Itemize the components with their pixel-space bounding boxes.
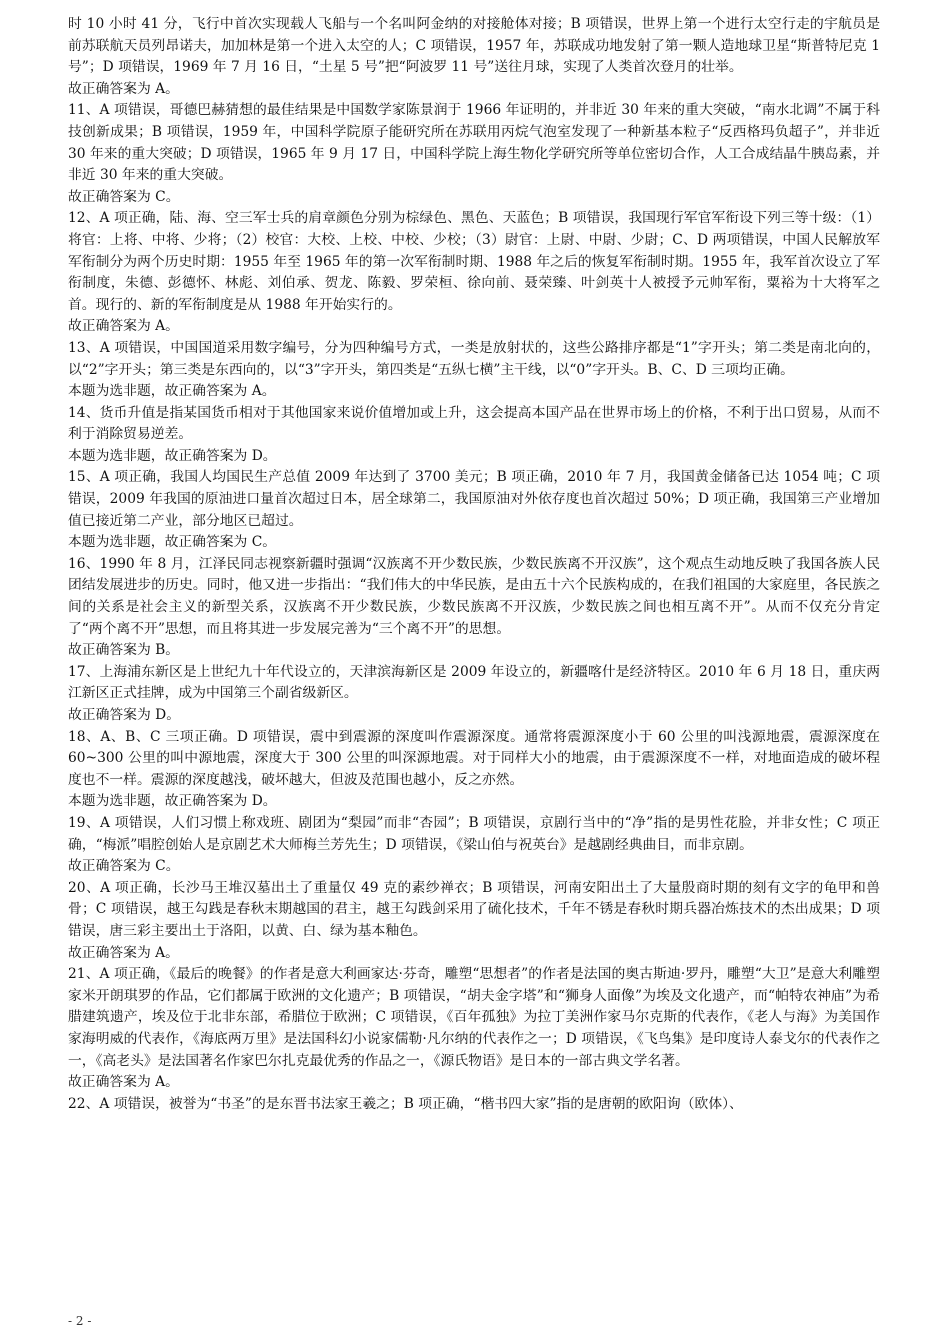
- answer-line-12: 故正确答案为 A。: [68, 318, 179, 335]
- paragraph-q17: 17、上海浦东新区是上世纪九十年代设立的，天津滨海新区是 2009 年设立的，新疆喀什是经济特区。2010 年 6 月 18 日，重庆两江新区正式挂牌，成为中国第三个副省级新区。: [68, 663, 880, 702]
- paragraph-q15: 15、A 项正确，我国人均国民生产总值 2009 年达到了 3700 美元；B 项正确，2010 年 7 月，我国黄金储备已达 1054 吨；C 项错误，2009 年我国的原油进口量首次超过日本，居全球第二，我国原油对外依存度也首次超过 50%；D 项正确，我国第三产业增加值已接近第二产业，部分地区已超过。: [68, 469, 880, 529]
- paragraph-q13: 13、A 项错误，中国国道采用数字编号，分为四种编号方式，一类是放射状的，这些公路排序都是“1”字开头；第二类是南北向的，以“2”字开头；第三类是东西向的，以“3”字开头，第四类是“五纵七横”主干线，以“0”字开头。B、C、D 三项均正确。: [68, 339, 880, 378]
- paragraph-q21: 21、A 项正确，《最后的晚餐》的作者是意大利画家达·芬奇，雕塑“思想者”的作者是法国的奥古斯迪·罗丹，雕塑“大卫”是意大利雕塑家米开朗琪罗的作品，它们都属于欧洲的文化遗产；B 项错误，“胡夫金字塔”和“狮身人面像”为埃及文化遗产，而“帕特农神庙”为希腊建筑遗产，埃及位于北非东部，希腊位于欧洲；C 项错误，《百年孤独》为拉丁美洲作家马尔克斯的代表作，《老人与海》为美国作家海明威的代表作，《海底两万里》是法国科幻小说家儒勒·凡尔纳的代表作之一；D 项错误，《飞鸟集》是印度诗人泰戈尔的代表作之一，《高老头》是法国著名作家巴尔扎克最优秀的作品之一，《源氏物语》是日本的一部古典文学名著。: [68, 966, 880, 1069]
- paragraph-q22: 22、A 项错误，被誉为“书圣”的是东晋书法家王羲之；B 项正确，“楷书四大家”指的是唐朝的欧阳询（欧体）、: [68, 1095, 743, 1112]
- answer-line-16: 故正确答案为 B。: [68, 642, 180, 659]
- paragraph-q18: 18、A、B、C 三项正确。D 项错误，震中到震源的深度叫作震源深度。通常将震源深度小于 60 公里的叫浅源地震，震源深度在 60~300 公里的叫中源地震，深度大于 300 公里的叫深源地震。对于同样大小的地震，由于震源深度不一样，对地面造成的破坏程度也不一样。震源的深度越浅，破坏越大，但波及范围也越小，反之亦然。: [68, 728, 880, 788]
- answer-line-17: 故正确答案为 D。: [68, 707, 181, 723]
- page-number: - 2 -: [68, 1314, 92, 1328]
- answer-line-18: 本题为选非题，故正确答案为 D。: [68, 793, 277, 810]
- answer-line-10: 故正确答案为 A。: [68, 80, 179, 97]
- paragraph-q11: 11、A 项错误，哥德巴赫猜想的最佳结果是中国数学家陈景润于 1966 年证明的，并非近 30 年来的重大突破，“南水北调”不属于科技创新成果；B 项错误，1959 年，中国科学院原子能研究所在苏联用丙烷气泡室发现了一种新基本粒子“反西格玛负超子”，并非近 30 年来的重大突破；D 项错误，1965 年 9 月 17 日，中国科学院上海生物化学研究所等单位密切合作，人工合成结晶牛胰岛素，并非近 30 年来的重大突破。: [68, 102, 880, 184]
- answer-line-15: 本题为选非题，故正确答案为 C。: [68, 534, 277, 551]
- paragraph-q12: 12、A 项正确，陆、海、空三军士兵的肩章颜色分别为棕绿色、黑色、天蓝色；B 项错误，我国现行军官军衔设下列三等十级：（1）将官：上将、中将、少将；（2）校官：大校、上校、中校、少校；（3）尉官：上尉、中尉、少尉；C、D 两项错误，中国人民解放军军衔制分为两个历史时期：1955 年至 1965 年的第一次军衔制时期、1988 年之后的恢复军衔制时期。1955 年，我军首次设立了军衔制度，朱德、彭德怀、林彪、刘伯承、贺龙、陈毅、罗荣桓、徐向前、聂荣臻、叶剑英十人被授予元帅军衔，粟裕为十大将军之首。现行的、新的军衔制度是从 1988 年开始实行的。: [68, 210, 880, 313]
- answer-line-13: 本题为选非题，故正确答案为 A。: [68, 383, 276, 400]
- answer-line-14: 本题为选非题，故正确答案为 D。: [68, 447, 277, 464]
- paragraph-q14: 14、货币升值是指某国货币相对于其他国家来说价值增加或上升，这会提高本国产品在世界市场上的价格，不利于出口贸易，从而不利于消除贸易逆差。: [68, 404, 880, 443]
- paragraph-continuation-10: 时 10 小时 41 分，飞行中首次实现载人飞船与一个名叫阿金纳的对接舱体对接；B 项错误，世界上第一个进行太空行走的宇航员是前苏联航天员列昂诺夫，加加林是第一个进入太空的人；C 项错误，1957 年，苏联成功地发射了第一颗人造地球卫星“斯普特尼克 1 号”；D 项错误，1969 年 7 月 16 日，“土星 5 号”把“阿波罗 11 号”送往月球，实现了人类首次登月的壮举。: [68, 16, 880, 76]
- paragraph-q20: 20、A 项正确，长沙马王堆汉墓出土了重量仅 49 克的素纱禅衣；B 项错误，河南安阳出土了大量殷商时期的刻有文字的龟甲和兽骨；C 项错误，越王勾践是春秋末期越国的君主，越王勾践剑采用了硫化技术，千年不锈是春秋时期兵器冶炼技术的杰出成果；D 项错误，唐三彩主要出土于洛阳，以黄、白、绿为基本釉色。: [68, 879, 880, 939]
- answer-line-19: 故正确答案为 C。: [68, 858, 180, 875]
- answer-line-21: 故正确答案为 A。: [68, 1074, 179, 1091]
- answer-line-11: 故正确答案为 C。: [68, 188, 180, 205]
- answer-line-20: 故正确答案为 A。: [68, 944, 179, 961]
- document-body: [68, 14, 880, 1115]
- paragraph-q19: 19、A 项错误，人们习惯上称戏班、剧团为“梨园”而非“杏园”；B 项错误，京剧行当中的“净”指的是男性花脸，并非女性；C 项正确，“梅派”唱腔创始人是京剧艺术大师梅兰芳先生；D 项错误，《梁山伯与祝英台》是越剧经典曲目，而非京剧。: [68, 814, 880, 853]
- paragraph-q16: 16、1990 年 8 月，江泽民同志视察新疆时强调“汉族离不开少数民族，少数民族离不开汉族”，这个观点生动地反映了我国各族人民团结发展进步的历史。同时，他又进一步指出：“我们伟大的中华民族，是由五十六个民族构成的，在我们祖国的大家庭里，各民族之间的关系是社会主义的新型关系，汉族离不开少数民族，少数民族离不开汉族，少数民族之间也相互离不开”。从而不仅充分肯定了“两个离不开”思想，而且将其进一步发展完善为“三个离不开”的思想。: [68, 555, 880, 637]
